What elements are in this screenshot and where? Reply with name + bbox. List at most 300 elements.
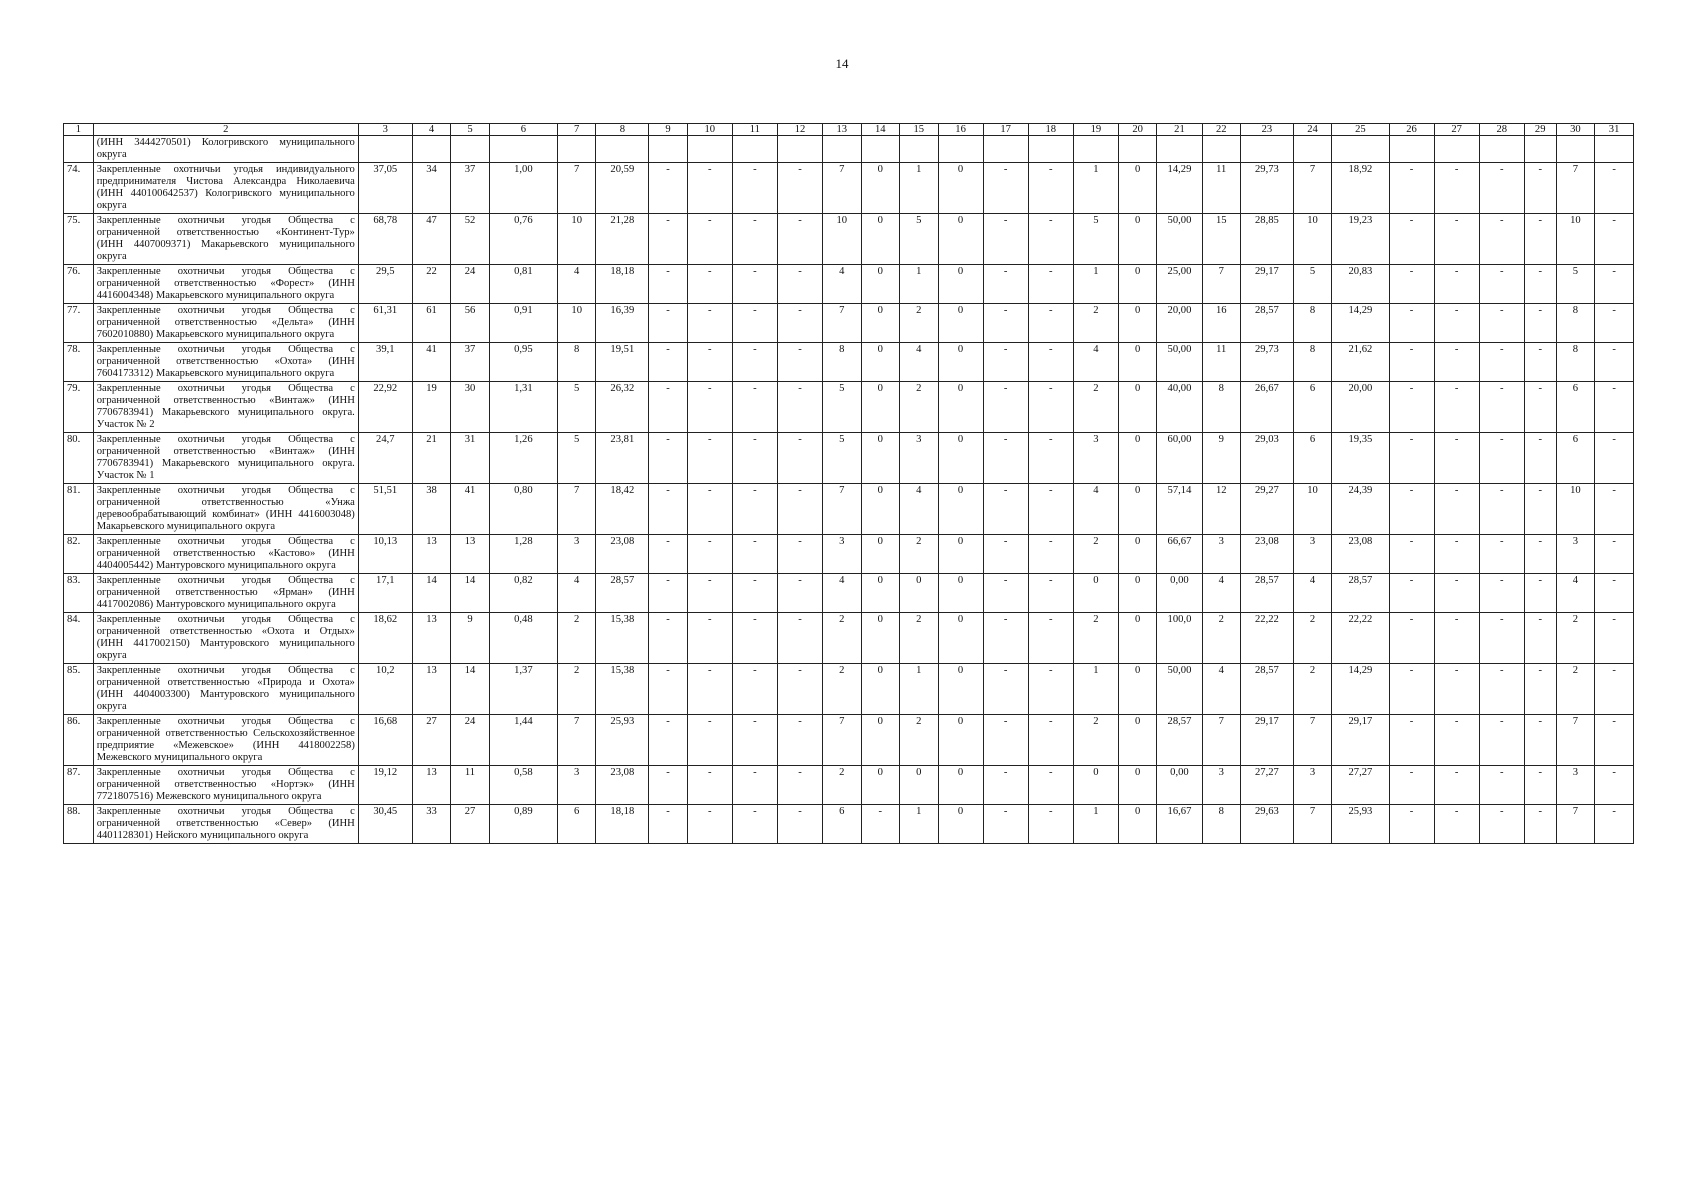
value-cell xyxy=(938,136,983,163)
value-cell xyxy=(823,136,862,163)
value-cell: 23,08 xyxy=(596,535,649,574)
value-cell: - xyxy=(1028,535,1073,574)
value-cell xyxy=(649,136,688,163)
value-cell: 3 xyxy=(823,535,862,574)
value-cell: - xyxy=(1595,664,1634,715)
value-cell: 10 xyxy=(557,304,596,343)
value-cell: - xyxy=(1028,343,1073,382)
value-cell: 28,57 xyxy=(596,574,649,613)
value-cell: - xyxy=(732,484,777,535)
table-row xyxy=(64,382,1634,433)
value-cell: - xyxy=(649,163,688,214)
value-cell: 2 xyxy=(557,613,596,664)
value-cell: 5 xyxy=(1556,265,1595,304)
value-cell: 1,00 xyxy=(489,163,557,214)
value-cell: - xyxy=(983,805,1028,844)
value-cell: - xyxy=(687,304,732,343)
value-cell: 29,73 xyxy=(1241,343,1294,382)
table-row xyxy=(64,664,1634,715)
value-cell: - xyxy=(1434,613,1479,664)
row-number-cell: 87. xyxy=(64,766,94,805)
value-cell: 0,80 xyxy=(489,484,557,535)
column-number-header: 14 xyxy=(861,124,900,136)
value-cell: - xyxy=(1479,715,1524,766)
value-cell: 8 xyxy=(1293,304,1332,343)
value-cell: - xyxy=(777,715,822,766)
value-cell: - xyxy=(732,382,777,433)
table-row xyxy=(64,535,1634,574)
value-cell: - xyxy=(1389,304,1434,343)
hunting-ground-name-cell: Закрепленные охотничьи угодья Общества с ограниченной ответственностью «Винтаж» (ИНН 7706783941) Макарьевского муниципального округа. Участок № 2 xyxy=(93,382,358,433)
column-number-header: 22 xyxy=(1202,124,1241,136)
value-cell: 26,32 xyxy=(596,382,649,433)
value-cell: 13 xyxy=(412,664,451,715)
value-cell: 23,08 xyxy=(1332,535,1389,574)
value-cell: 0 xyxy=(1118,664,1157,715)
value-cell: 0 xyxy=(861,613,900,664)
value-cell xyxy=(1293,136,1332,163)
value-cell: - xyxy=(1434,304,1479,343)
value-cell: 4 xyxy=(557,265,596,304)
value-cell: 0 xyxy=(861,382,900,433)
value-cell: 0 xyxy=(1118,343,1157,382)
value-cell: - xyxy=(1595,613,1634,664)
value-cell: 6 xyxy=(1293,433,1332,484)
value-cell: - xyxy=(1524,574,1556,613)
value-cell: 3 xyxy=(1293,535,1332,574)
value-cell: 19,51 xyxy=(596,343,649,382)
column-number-header: 15 xyxy=(900,124,939,136)
value-cell: 20,83 xyxy=(1332,265,1389,304)
value-cell: - xyxy=(687,433,732,484)
value-cell xyxy=(1389,136,1434,163)
value-cell: 2 xyxy=(1293,664,1332,715)
row-number-cell: 74. xyxy=(64,163,94,214)
value-cell: - xyxy=(1595,343,1634,382)
value-cell: 20,00 xyxy=(1157,304,1202,343)
row-number-cell: 80. xyxy=(64,433,94,484)
value-cell: - xyxy=(1389,163,1434,214)
value-cell: 66,67 xyxy=(1157,535,1202,574)
value-cell: 20,00 xyxy=(1332,382,1389,433)
value-cell xyxy=(732,136,777,163)
value-cell: - xyxy=(1524,664,1556,715)
value-cell: 14 xyxy=(412,574,451,613)
row-number-cell: 79. xyxy=(64,382,94,433)
value-cell: 0 xyxy=(938,664,983,715)
value-cell: - xyxy=(983,382,1028,433)
value-cell: - xyxy=(1434,766,1479,805)
column-number-header: 27 xyxy=(1434,124,1479,136)
value-cell: 7 xyxy=(557,484,596,535)
value-cell: 16,39 xyxy=(596,304,649,343)
value-cell: - xyxy=(1434,163,1479,214)
value-cell: 5 xyxy=(557,433,596,484)
value-cell: 37 xyxy=(451,343,490,382)
value-cell: 3 xyxy=(1073,433,1118,484)
value-cell xyxy=(1524,136,1556,163)
value-cell: 19,23 xyxy=(1332,214,1389,265)
value-cell: 7 xyxy=(1556,805,1595,844)
value-cell: - xyxy=(649,766,688,805)
value-cell: - xyxy=(649,214,688,265)
value-cell xyxy=(1241,136,1294,163)
column-number-header: 12 xyxy=(777,124,822,136)
value-cell: - xyxy=(1595,163,1634,214)
value-cell: - xyxy=(1479,433,1524,484)
hunting-ground-name-cell: Закрепленные охотничьи угодья Общества с ограниченной ответственностью «Форест» (ИНН 4416004348) Макарьевского муниципального округа xyxy=(93,265,358,304)
value-cell: 1 xyxy=(1073,265,1118,304)
value-cell: 3 xyxy=(900,433,939,484)
value-cell: - xyxy=(777,265,822,304)
value-cell: 0 xyxy=(861,265,900,304)
value-cell: - xyxy=(1028,163,1073,214)
value-cell: 0 xyxy=(1118,433,1157,484)
column-number-header: 10 xyxy=(687,124,732,136)
value-cell: - xyxy=(983,613,1028,664)
hunting-ground-name-cell: Закрепленные охотничьи угодья Общества с ограниченной ответственностью «Континент-Тур» (ИНН 4407009371) Макарьевского муниципального округа xyxy=(93,214,358,265)
column-number-header: 17 xyxy=(983,124,1028,136)
value-cell xyxy=(1028,136,1073,163)
value-cell: 9 xyxy=(451,613,490,664)
value-cell xyxy=(557,136,596,163)
value-cell: 6 xyxy=(557,805,596,844)
value-cell: 22,92 xyxy=(358,382,412,433)
value-cell: 7 xyxy=(557,163,596,214)
value-cell: - xyxy=(649,535,688,574)
value-cell: 0 xyxy=(1118,265,1157,304)
value-cell: 1 xyxy=(1073,664,1118,715)
value-cell: - xyxy=(1389,766,1434,805)
value-cell: - xyxy=(777,766,822,805)
value-cell xyxy=(1556,136,1595,163)
hunting-ground-name-cell: Закрепленные охотничьи угодья Общества с ограниченной ответственностью «Кастово» (ИНН 4404005442) Мантуровского муниципального округа xyxy=(93,535,358,574)
value-cell: - xyxy=(732,535,777,574)
value-cell: 2 xyxy=(900,613,939,664)
value-cell: - xyxy=(1389,382,1434,433)
value-cell: - xyxy=(1595,265,1634,304)
value-cell xyxy=(1157,136,1202,163)
value-cell xyxy=(777,136,822,163)
table-row xyxy=(64,433,1634,484)
value-cell: 2 xyxy=(900,304,939,343)
value-cell: 2 xyxy=(1073,304,1118,343)
value-cell: 23,81 xyxy=(596,433,649,484)
column-number-header: 1 xyxy=(64,124,94,136)
table-header-row xyxy=(64,124,1634,136)
value-cell: 13 xyxy=(412,535,451,574)
value-cell: - xyxy=(1389,265,1434,304)
value-cell: 2 xyxy=(1293,613,1332,664)
value-cell: - xyxy=(777,574,822,613)
value-cell: 13 xyxy=(412,613,451,664)
value-cell: 68,78 xyxy=(358,214,412,265)
value-cell: 4 xyxy=(1073,484,1118,535)
column-number-header: 21 xyxy=(1157,124,1202,136)
value-cell: 20,59 xyxy=(596,163,649,214)
value-cell: - xyxy=(1524,715,1556,766)
value-cell: 0 xyxy=(1118,382,1157,433)
value-cell: - xyxy=(1028,433,1073,484)
value-cell: - xyxy=(649,433,688,484)
value-cell: - xyxy=(777,805,822,844)
value-cell: 1 xyxy=(900,265,939,304)
value-cell: - xyxy=(1028,574,1073,613)
value-cell: 14 xyxy=(451,664,490,715)
value-cell: 2 xyxy=(1073,613,1118,664)
hunting-ground-name-cell: Закрепленные охотничьи угодья Общества с ограниченной ответственностью Сельскохозяйственное предприятие «Межевское» (ИНН 4418002258) Межевского муниципального округа xyxy=(93,715,358,766)
value-cell: - xyxy=(777,484,822,535)
value-cell: 1,37 xyxy=(489,664,557,715)
value-cell: - xyxy=(1434,715,1479,766)
value-cell: 40,00 xyxy=(1157,382,1202,433)
value-cell: 25,00 xyxy=(1157,265,1202,304)
table-row xyxy=(64,715,1634,766)
row-number-cell: 88. xyxy=(64,805,94,844)
value-cell: 8 xyxy=(1556,304,1595,343)
value-cell: 22,22 xyxy=(1332,613,1389,664)
value-cell: 29,03 xyxy=(1241,433,1294,484)
value-cell: 28,57 xyxy=(1241,664,1294,715)
value-cell: - xyxy=(1524,535,1556,574)
value-cell xyxy=(412,136,451,163)
hunting-ground-name-cell: (ИНН 3444270501) Кологривского муниципального округа xyxy=(93,136,358,163)
value-cell: - xyxy=(732,613,777,664)
value-cell: - xyxy=(1524,484,1556,535)
value-cell: 0 xyxy=(1118,163,1157,214)
value-cell: 0 xyxy=(1118,304,1157,343)
value-cell: 7 xyxy=(823,484,862,535)
value-cell: 17,1 xyxy=(358,574,412,613)
table-row xyxy=(64,574,1634,613)
value-cell: - xyxy=(1434,535,1479,574)
column-number-header: 5 xyxy=(451,124,490,136)
value-cell: - xyxy=(1389,715,1434,766)
value-cell: - xyxy=(777,664,822,715)
value-cell: 27 xyxy=(451,805,490,844)
value-cell: 7 xyxy=(1293,715,1332,766)
value-cell: - xyxy=(1479,613,1524,664)
value-cell: 18,18 xyxy=(596,805,649,844)
value-cell: - xyxy=(732,574,777,613)
value-cell: 18,18 xyxy=(596,265,649,304)
value-cell: 27,27 xyxy=(1332,766,1389,805)
page-number: 14 xyxy=(835,56,849,71)
value-cell: - xyxy=(1595,304,1634,343)
value-cell: 27 xyxy=(412,715,451,766)
value-cell: 10,2 xyxy=(358,664,412,715)
value-cell: - xyxy=(1595,382,1634,433)
value-cell: 16 xyxy=(1202,304,1241,343)
value-cell: 7 xyxy=(823,163,862,214)
value-cell xyxy=(358,136,412,163)
value-cell: 30,45 xyxy=(358,805,412,844)
hunting-ground-name-cell: Закрепленные охотничьи угодья Общества с ограниченной ответственностью «Север» (ИНН 4401128301) Нейского муниципального округа xyxy=(93,805,358,844)
value-cell: 0,00 xyxy=(1157,574,1202,613)
value-cell: 1,26 xyxy=(489,433,557,484)
value-cell: - xyxy=(1479,343,1524,382)
value-cell: 47 xyxy=(412,214,451,265)
value-cell: 8 xyxy=(557,343,596,382)
value-cell: 50,00 xyxy=(1157,214,1202,265)
value-cell: - xyxy=(1434,265,1479,304)
row-number-cell: 77. xyxy=(64,304,94,343)
value-cell: 0 xyxy=(938,304,983,343)
value-cell: 0 xyxy=(938,484,983,535)
value-cell: - xyxy=(1595,484,1634,535)
table-row xyxy=(64,484,1634,535)
value-cell: 2 xyxy=(1202,613,1241,664)
value-cell: 0 xyxy=(900,574,939,613)
value-cell: 0,48 xyxy=(489,613,557,664)
value-cell: 7 xyxy=(1293,163,1332,214)
value-cell: 15,38 xyxy=(596,664,649,715)
value-cell: - xyxy=(649,265,688,304)
value-cell: 0 xyxy=(938,433,983,484)
value-cell: - xyxy=(1389,574,1434,613)
value-cell: 38 xyxy=(412,484,451,535)
value-cell: 0 xyxy=(1073,766,1118,805)
value-cell: 0 xyxy=(861,535,900,574)
value-cell: 3 xyxy=(1293,766,1332,805)
column-number-header: 31 xyxy=(1595,124,1634,136)
value-cell: 34 xyxy=(412,163,451,214)
value-cell: - xyxy=(1479,214,1524,265)
value-cell: 1 xyxy=(900,163,939,214)
value-cell: 0 xyxy=(1118,535,1157,574)
value-cell: 37 xyxy=(451,163,490,214)
value-cell: 0 xyxy=(938,535,983,574)
value-cell: 29,27 xyxy=(1241,484,1294,535)
value-cell: 22 xyxy=(412,265,451,304)
value-cell: - xyxy=(1028,265,1073,304)
value-cell: 29,17 xyxy=(1332,715,1389,766)
row-number-cell: 82. xyxy=(64,535,94,574)
value-cell: - xyxy=(1028,613,1073,664)
value-cell: - xyxy=(687,613,732,664)
value-cell: 0 xyxy=(861,163,900,214)
value-cell: - xyxy=(1389,214,1434,265)
value-cell: - xyxy=(1524,304,1556,343)
value-cell: 2 xyxy=(823,766,862,805)
value-cell: - xyxy=(1389,484,1434,535)
value-cell: 10,13 xyxy=(358,535,412,574)
value-cell: 4 xyxy=(1073,343,1118,382)
value-cell: 28,85 xyxy=(1241,214,1294,265)
value-cell: 6 xyxy=(1556,382,1595,433)
value-cell: - xyxy=(1434,805,1479,844)
value-cell: - xyxy=(861,805,900,844)
value-cell: - xyxy=(649,574,688,613)
value-cell: 21,28 xyxy=(596,214,649,265)
value-cell: 5 xyxy=(1293,265,1332,304)
row-number-cell: 83. xyxy=(64,574,94,613)
value-cell: - xyxy=(983,664,1028,715)
value-cell xyxy=(1479,136,1524,163)
column-number-header: 20 xyxy=(1118,124,1157,136)
value-cell: 0 xyxy=(900,766,939,805)
value-cell: 14,29 xyxy=(1332,304,1389,343)
column-number-header: 2 xyxy=(93,124,358,136)
value-cell: 0 xyxy=(1118,484,1157,535)
value-cell: - xyxy=(1524,343,1556,382)
value-cell: - xyxy=(1028,484,1073,535)
table-row xyxy=(64,136,1634,163)
value-cell xyxy=(489,136,557,163)
value-cell: - xyxy=(687,484,732,535)
column-number-header: 30 xyxy=(1556,124,1595,136)
value-cell: 21,62 xyxy=(1332,343,1389,382)
value-cell: - xyxy=(777,304,822,343)
value-cell: 41 xyxy=(412,343,451,382)
column-number-header: 28 xyxy=(1479,124,1524,136)
value-cell: - xyxy=(1028,664,1073,715)
value-cell: 29,17 xyxy=(1241,265,1294,304)
value-cell: - xyxy=(1595,214,1634,265)
value-cell: 30 xyxy=(451,382,490,433)
value-cell: 0 xyxy=(1118,613,1157,664)
value-cell: - xyxy=(1479,574,1524,613)
hunting-grounds-table xyxy=(63,123,1634,844)
value-cell: 0,81 xyxy=(489,265,557,304)
value-cell: 4 xyxy=(823,574,862,613)
value-cell: - xyxy=(732,343,777,382)
value-cell: - xyxy=(983,214,1028,265)
hunting-ground-name-cell: Закрепленные охотничьи угодья Общества с ограниченной ответственностью «Природа и Охота» (ИНН 4404003300) Мантуровского муниципального округа xyxy=(93,664,358,715)
value-cell: 7 xyxy=(1556,715,1595,766)
value-cell: 0 xyxy=(938,214,983,265)
value-cell: 0 xyxy=(861,715,900,766)
table-row xyxy=(64,343,1634,382)
value-cell: 0 xyxy=(938,613,983,664)
value-cell: 2 xyxy=(900,535,939,574)
value-cell: - xyxy=(687,715,732,766)
value-cell: - xyxy=(1434,664,1479,715)
value-cell: - xyxy=(1028,766,1073,805)
value-cell: - xyxy=(1595,535,1634,574)
column-number-header: 26 xyxy=(1389,124,1434,136)
value-cell: - xyxy=(983,265,1028,304)
column-number-header: 24 xyxy=(1293,124,1332,136)
value-cell: 19 xyxy=(412,382,451,433)
value-cell: 33 xyxy=(412,805,451,844)
value-cell: 24,39 xyxy=(1332,484,1389,535)
value-cell: - xyxy=(649,805,688,844)
value-cell: 0 xyxy=(938,265,983,304)
value-cell: - xyxy=(732,163,777,214)
value-cell: 11 xyxy=(1202,163,1241,214)
value-cell: - xyxy=(983,574,1028,613)
value-cell: 4 xyxy=(1202,574,1241,613)
value-cell: 28,57 xyxy=(1241,574,1294,613)
value-cell: 4 xyxy=(900,484,939,535)
value-cell: - xyxy=(777,163,822,214)
value-cell xyxy=(687,136,732,163)
value-cell: 4 xyxy=(823,265,862,304)
value-cell: 28,57 xyxy=(1241,304,1294,343)
value-cell: 24 xyxy=(451,265,490,304)
value-cell xyxy=(983,136,1028,163)
value-cell: - xyxy=(649,382,688,433)
value-cell: 50,00 xyxy=(1157,664,1202,715)
value-cell: 0,91 xyxy=(489,304,557,343)
column-number-header: 6 xyxy=(489,124,557,136)
value-cell: 14,29 xyxy=(1157,163,1202,214)
value-cell: - xyxy=(687,574,732,613)
value-cell: - xyxy=(1389,613,1434,664)
value-cell: 9 xyxy=(1202,433,1241,484)
value-cell: 6 xyxy=(1556,433,1595,484)
